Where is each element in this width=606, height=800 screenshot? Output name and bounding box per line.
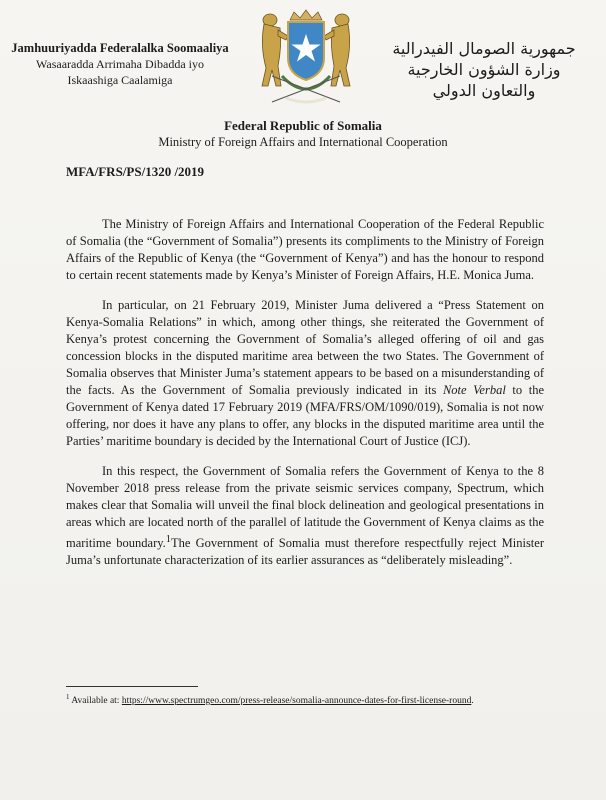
- footnote-divider: [66, 686, 198, 687]
- paragraph-2-part-1: In particular, on 21 February 2019, Minister Juma delivered a “Press Statement on Kenya-Somalia Relations” in which, among other things, she reiterated the Government of Kenya’s protest concerning the Government of Somalia’s alleged offering of oil and gas concession blocks in the disputed maritime area between the two States. The Government of Somalia observes that Minister Juma’s statement appears to be based on a misunderstanding of the facts. As the Government of Somalia previously indicated in its: [66, 298, 544, 397]
- letterhead-subtitle: Ministry of Foreign Affairs and International Cooperation: [158, 135, 448, 149]
- header-somali-line-3: Iskaashiga Caalamiga: [67, 73, 173, 87]
- header-somali-line-1: Jamhuuriyadda Federalalka Soomaaliya: [11, 41, 229, 55]
- paragraph-3-part-1: In this respect, the Government of Somalia refers the Government of Kenya to the 8 November 2018 press release from the private seismic services company, Spectrum, which makes clear that Somalia will unveil the final block delineation and geological presentations in areas which are located north of the parallel of latitude the Government of Kenya claims as the maritime boundary.: [66, 464, 544, 551]
- paragraph-2-part-2: to the Government of Kenya dated 17 February 2019 (MFA/FRS/OM/1090/019), Somalia is not now offering, nor does it have any plans to offer, any blocks in the disputed maritime area until the Parties’ maritime boundary is decided by the International Court of Justice (ICJ).: [66, 383, 544, 448]
- letterhead-title-block: [0, 118, 606, 150]
- header-somali-line-2: Wasaaradda Arrimaha Dibadda iyo: [36, 57, 204, 71]
- paragraph-2-italic-note-verbal: Note Verbal: [442, 383, 506, 397]
- paragraph-1: The Ministry of Foreign Affairs and International Cooperation of the Federal Republic of Somalia (the “Government of Somalia”) presents its compliments to the Ministry of Foreign Affairs of the Republic of Kenya (the “Government of Kenya”) and has the honour to respond to certain recent statements made by Kenya’s Minister of Foreign Affairs, H.E. Monica Juma.: [66, 217, 544, 282]
- header-arabic-line-1: جمهورية الصومال الفيدرالية: [392, 39, 576, 58]
- header-somali-block: [10, 40, 230, 88]
- paragraph-3-part-2: The Government of Somalia must therefore respectfully reject Minister Juma’s unfortunate characterization of its earlier assurances as “deliberately misleading”.: [66, 536, 544, 568]
- footnote-reference-mark: 1: [165, 534, 171, 545]
- header-arabic-block: [384, 38, 584, 101]
- somalia-coat-of-arms-icon: [252, 6, 360, 110]
- letter-body: [66, 216, 544, 582]
- paragraph-3: [66, 463, 544, 569]
- reference-number: MFA/FRS/PS/1320 /2019: [66, 164, 205, 179]
- paragraph-2: [66, 297, 544, 450]
- footnote-label: Available at:: [69, 696, 122, 707]
- letterhead-title: Federal Republic of Somalia: [224, 118, 382, 133]
- footnote-link[interactable]: https://www.spectrumgeo.com/press-release/somalia-announce-dates-for-first-license-round: [121, 696, 472, 707]
- footnote-mark: 1: [66, 693, 70, 701]
- header-arabic-line-3: والتعاون الدولي: [432, 81, 536, 100]
- footnote-end: .: [471, 696, 474, 707]
- header-arabic-line-2: وزارة الشؤون الخارجية: [407, 60, 561, 79]
- footnote: [66, 693, 546, 706]
